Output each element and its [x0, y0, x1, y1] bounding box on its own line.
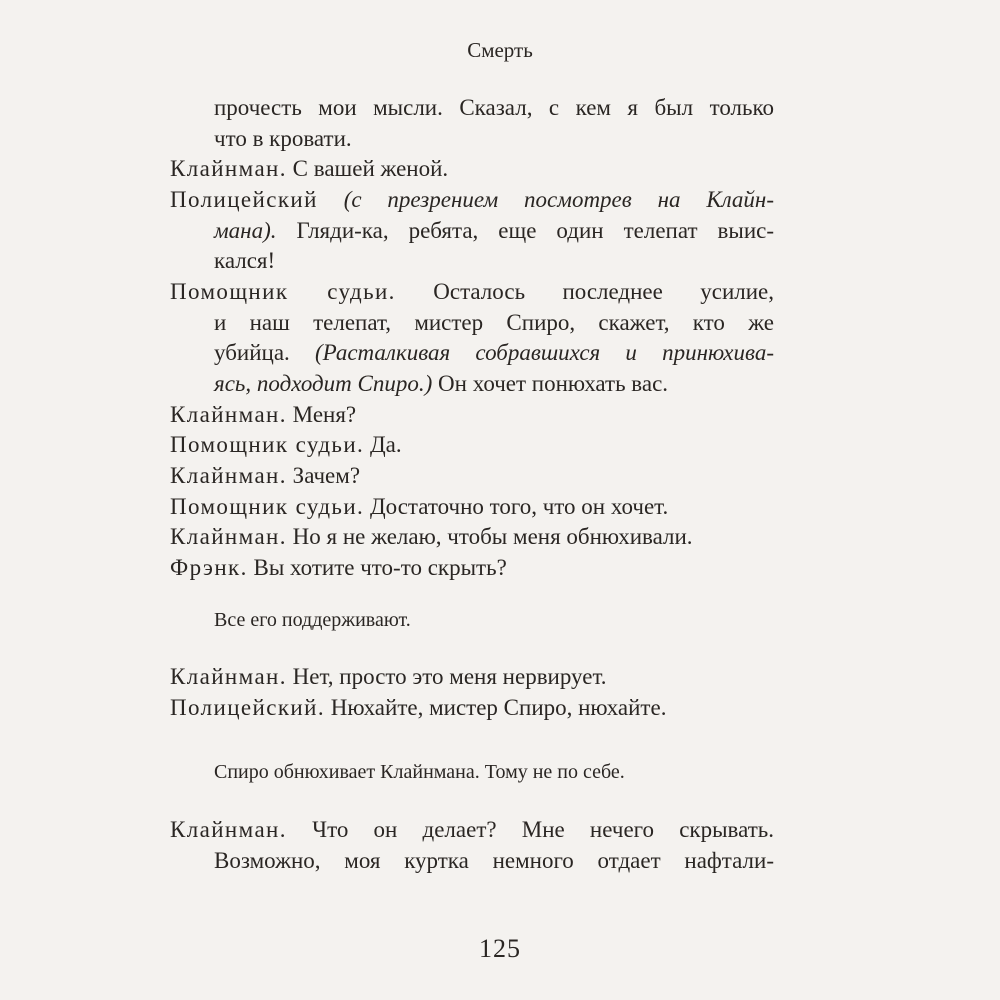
speaker-name: Клайнман.: [170, 664, 287, 689]
text-line: [214, 369, 668, 399]
page-number: 125: [479, 934, 521, 963]
dialogue-line: [170, 400, 356, 430]
speaker-name: Клайнман.: [170, 156, 287, 181]
line-text: Нюхайте, мистер Спиро, нюхайте.: [330, 695, 667, 720]
line-text: Что он делает? Мне нечего скрывать.: [312, 817, 775, 842]
speaker-name: Клайнман.: [170, 817, 287, 842]
dialogue-line: [170, 185, 774, 215]
dialogue-line: [170, 815, 774, 845]
text-line: [214, 124, 352, 154]
line-text: Он хочет понюхать вас.: [438, 371, 669, 396]
line-text: прочесть мои мысли. Сказал, с кем я был только: [214, 95, 774, 120]
speaker-name: Клайнман.: [170, 402, 287, 427]
text-line: [214, 308, 774, 338]
line-text: Осталось последнее усилие,: [433, 279, 775, 304]
running-head: Смерть: [467, 38, 533, 62]
text-line: [214, 338, 774, 368]
stage-direction-paragraph: [214, 757, 625, 787]
stage-direction: мана).: [214, 218, 277, 243]
stage-direction: (с презрением посмотрев на Клайн-: [343, 187, 775, 212]
dialogue-line: [170, 154, 448, 184]
dialogue-line: [170, 461, 360, 491]
speaker-name: Помощник судьи.: [170, 432, 365, 457]
stage-direction: ясь, подходит Спиро.): [214, 371, 433, 396]
dialogue-line: [170, 553, 507, 583]
line-text: Все его поддерживают.: [214, 609, 411, 631]
line-text: убийца.: [214, 340, 290, 365]
line-text: Да.: [369, 432, 402, 457]
line-text: С вашей женой.: [292, 156, 449, 181]
dialogue-line: [170, 430, 402, 460]
dialogue-line: [170, 693, 666, 723]
speaker-name: Фрэнк.: [170, 555, 248, 580]
line-text: кался!: [214, 248, 276, 273]
speaker-name: Помощник судьи.: [170, 494, 365, 519]
dialogue-line: [170, 492, 668, 522]
line-text: Достаточно того, что он хочет.: [369, 494, 669, 519]
line-text: Но я не желаю, чтобы меня обнюхивали.: [292, 524, 693, 549]
dialogue-line: [170, 662, 607, 692]
dialogue-line: [170, 277, 774, 307]
speaker-name: Клайнман.: [170, 463, 287, 488]
text-line: [214, 93, 774, 123]
line-text: Зачем?: [292, 463, 361, 488]
dialogue-line: [170, 522, 693, 552]
line-text: Спиро обнюхивает Клайнмана. Тому не по себе.: [214, 761, 625, 783]
speaker-name: Клайнман.: [170, 524, 287, 549]
line-text: что в кровати.: [214, 126, 352, 151]
speaker-name: Полицейский.: [170, 695, 325, 720]
line-text: Нет, просто это меня нервирует.: [292, 664, 607, 689]
line-text: Меня?: [292, 402, 357, 427]
line-text: Возможно, моя куртка немного отдает нафтали-: [214, 848, 774, 873]
stage-direction: (Расталкивая собравшихся и принюхива-: [315, 340, 775, 365]
text-line: [214, 846, 774, 876]
line-text: Гляди-ка, ребята, еще один телепат выис-: [296, 218, 775, 243]
stage-direction-paragraph: [214, 605, 411, 635]
line-text: и наш телепат, мистер Спиро, скажет, кто же: [214, 310, 774, 335]
text-line: [214, 246, 275, 276]
text-line: [214, 216, 774, 246]
speaker-name: Полицейский: [170, 187, 318, 212]
line-text: Вы хотите что-то скрыть?: [253, 555, 507, 580]
speaker-name: Помощник судьи.: [170, 279, 396, 304]
